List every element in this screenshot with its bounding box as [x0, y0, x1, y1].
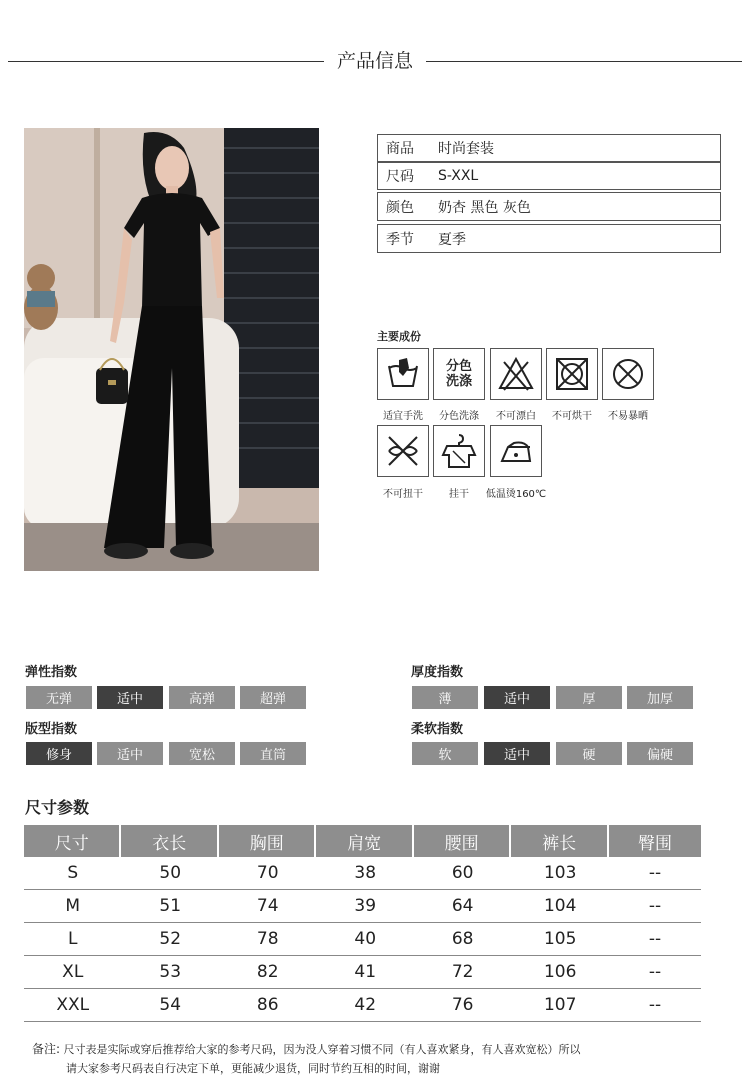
- table-cell: 64: [414, 890, 511, 923]
- table-cell: L: [24, 923, 121, 956]
- product-photo: [24, 128, 319, 571]
- thickness-option: 薄: [412, 686, 478, 709]
- low-iron-icon: [490, 425, 542, 477]
- info-row-season: [377, 224, 721, 253]
- no-wring-icon: [377, 425, 429, 477]
- table-cell: 72: [414, 956, 511, 989]
- table-row: [24, 989, 701, 1022]
- header-cell: 腰围: [414, 825, 511, 857]
- thickness-option-selected: 适中: [484, 686, 550, 709]
- table-cell: 39: [316, 890, 413, 923]
- info-key: 尺码: [386, 169, 414, 185]
- table-cell: --: [609, 989, 701, 1022]
- fit-option: 直筒: [240, 742, 306, 765]
- table-cell: 74: [219, 890, 316, 923]
- table-cell: 105: [511, 923, 608, 956]
- page-title: 产品信息: [336, 50, 413, 72]
- size-table-title: 尺寸参数: [25, 798, 90, 817]
- table-cell: --: [609, 890, 701, 923]
- no-tumble-dry-icon: [546, 348, 598, 400]
- care-label: 不可烘干: [552, 411, 592, 422]
- fit-option-selected: 修身: [26, 742, 92, 765]
- elasticity-option: 超弹: [240, 686, 306, 709]
- table-cell: 107: [511, 989, 608, 1022]
- care-label: 不可扭干: [383, 489, 423, 500]
- care-title: 主要成份: [377, 330, 421, 343]
- info-key: 季节: [386, 231, 414, 248]
- table-cell: 82: [219, 956, 316, 989]
- table-cell: XXL: [24, 989, 121, 1022]
- thickness-option: 加厚: [627, 686, 693, 709]
- elasticity-title: 弹性指数: [25, 665, 78, 680]
- softness-title: 柔软指数: [411, 722, 464, 737]
- elasticity-option: 无弹: [26, 686, 92, 709]
- table-cell: 40: [316, 923, 413, 956]
- info-row-product: [377, 134, 721, 162]
- table-cell: 60: [414, 857, 511, 890]
- header-rule-right: [426, 61, 742, 62]
- no-sun-dry-icon: [602, 348, 654, 400]
- table-cell: M: [24, 890, 121, 923]
- hang-dry-icon: [433, 425, 485, 477]
- table-cell: 103: [511, 857, 608, 890]
- info-row-color: [377, 192, 721, 221]
- table-row: [24, 857, 701, 890]
- header-cell: 胸围: [219, 825, 316, 857]
- softness-option: 偏硬: [627, 742, 693, 765]
- note-line-1: 尺寸表是实际或穿后推荐给大家的参考尺码，因为没人穿着习惯不同（有人喜欢紧身，有人喜欢宽松）所以: [63, 1043, 581, 1056]
- table-cell: 104: [511, 890, 608, 923]
- table-cell: 70: [219, 857, 316, 890]
- no-bleach-icon: [490, 348, 542, 400]
- table-cell: --: [609, 857, 701, 890]
- header-cell: 裤长: [511, 825, 608, 857]
- header-cell: 臀围: [609, 825, 701, 857]
- fit-title: 版型指数: [25, 722, 78, 737]
- size-table-header: [24, 825, 701, 857]
- care-label: 适宜手洗: [383, 411, 423, 422]
- info-value: 夏季: [438, 231, 466, 248]
- fit-option: 适中: [97, 742, 163, 765]
- elasticity-option: 高弹: [169, 686, 235, 709]
- note-lead: 备注:: [32, 1042, 61, 1056]
- table-cell: 38: [316, 857, 413, 890]
- table-cell: 52: [121, 923, 218, 956]
- note-line-2: 请大家参考尺码表自行决定下单，更能减少退货，同时节约互相的时间，谢谢: [66, 1062, 440, 1075]
- table-cell: XL: [24, 956, 121, 989]
- table-cell: 76: [414, 989, 511, 1022]
- care-label: 分色洗涤: [439, 411, 479, 422]
- table-cell: 41: [316, 956, 413, 989]
- info-key: 商品: [386, 141, 414, 157]
- table-row: [24, 890, 701, 923]
- table-cell: 86: [219, 989, 316, 1022]
- table-cell: 53: [121, 956, 218, 989]
- care-label: 挂干: [449, 489, 469, 500]
- fit-option: 宽松: [169, 742, 235, 765]
- info-value: S-XXL: [438, 168, 479, 184]
- elasticity-option-selected: 适中: [97, 686, 163, 709]
- table-cell: 50: [121, 857, 218, 890]
- table-cell: S: [24, 857, 121, 890]
- header-cell: 肩宽: [316, 825, 413, 857]
- table-cell: 42: [316, 989, 413, 1022]
- table-cell: --: [609, 923, 701, 956]
- separate-wash-icon: 分色 洗涤: [433, 348, 485, 400]
- info-key: 颜色: [386, 199, 414, 216]
- table-row: [24, 923, 701, 956]
- info-row-size: [377, 162, 721, 190]
- info-value: 时尚套装: [438, 141, 494, 157]
- table-cell: 51: [121, 890, 218, 923]
- table-cell: 78: [219, 923, 316, 956]
- thickness-option: 厚: [556, 686, 622, 709]
- size-note: [32, 1040, 732, 1078]
- header-rule-left: [8, 61, 324, 62]
- table-cell: 106: [511, 956, 608, 989]
- size-table: [24, 825, 701, 1022]
- table-cell: --: [609, 956, 701, 989]
- care-label: 不可漂白: [496, 411, 536, 422]
- hand-wash-icon: [377, 348, 429, 400]
- softness-option-selected: 适中: [484, 742, 550, 765]
- care-label: 低温烫160℃: [485, 489, 547, 500]
- table-cell: 54: [121, 989, 218, 1022]
- care-label: 不易暴晒: [608, 411, 648, 422]
- info-value: 奶杏 黑色 灰色: [438, 199, 531, 216]
- header-cell: 尺寸: [24, 825, 121, 857]
- table-cell: 68: [414, 923, 511, 956]
- softness-option: 软: [412, 742, 478, 765]
- table-row: [24, 956, 701, 989]
- softness-option: 硬: [556, 742, 622, 765]
- thickness-title: 厚度指数: [411, 665, 464, 680]
- header-cell: 衣长: [121, 825, 218, 857]
